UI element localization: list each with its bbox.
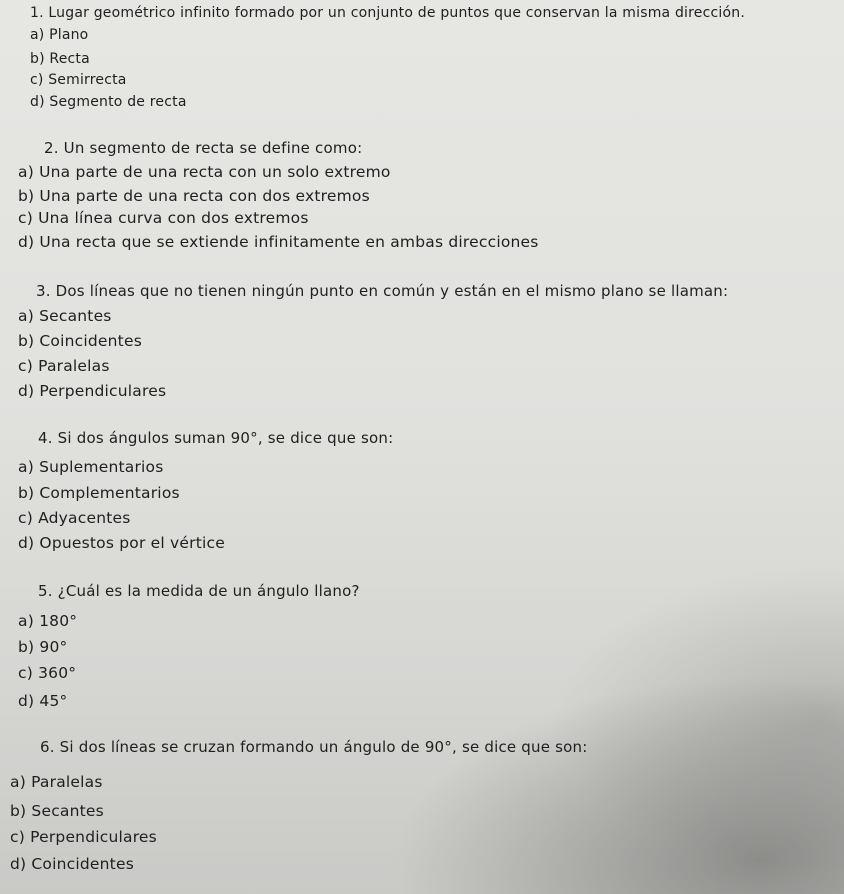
question-6-option-c: c) Perpendiculares: [10, 828, 157, 846]
question-4-option-a: a) Suplementarios: [18, 458, 164, 476]
question-6-option-a: a) Paralelas: [10, 773, 103, 791]
question-5-option-c: c) 360°: [18, 664, 77, 682]
question-1-option-b: b) Recta: [30, 51, 90, 67]
question-3-option-d: d) Perpendiculares: [18, 382, 167, 400]
question-1-text: 1. Lugar geométrico infinito formado por un conjunto de puntos que conservan la misma dirección.: [30, 5, 745, 21]
question-1-option-d: d) Segmento de recta: [30, 94, 187, 110]
question-1-option-a: a) Plano: [30, 27, 89, 43]
question-3-option-b: b) Coincidentes: [18, 332, 142, 350]
question-2-option-d: d) Una recta que se extiende infinitamente en ambas direcciones: [18, 233, 539, 251]
question-5-text: 5. ¿Cuál es la medida de un ángulo llano?: [38, 582, 360, 600]
question-4-text: 4. Si dos ángulos suman 90°, se dice que son:: [38, 429, 394, 447]
question-5-option-d: d) 45°: [18, 692, 68, 710]
question-5-option-a: a) 180°: [18, 612, 78, 630]
question-2-option-a: a) Una parte de una recta con un solo extremo: [18, 163, 391, 181]
question-3-text: 3. Dos líneas que no tienen ningún punto en común y están en el mismo plano se llaman:: [36, 282, 729, 300]
question-3-option-a: a) Secantes: [18, 307, 112, 325]
question-2-option-c: c) Una línea curva con dos extremos: [18, 209, 309, 227]
question-6-text: 6. Si dos líneas se cruzan formando un ángulo de 90°, se dice que son:: [40, 738, 588, 756]
question-4-option-b: b) Complementarios: [18, 484, 180, 502]
question-4-option-c: c) Adyacentes: [18, 509, 131, 527]
question-2-text: 2. Un segmento de recta se define como:: [44, 139, 363, 157]
question-3-option-c: c) Paralelas: [18, 357, 110, 375]
question-4-option-d: d) Opuestos por el vértice: [18, 534, 225, 552]
question-5-option-b: b) 90°: [18, 638, 68, 656]
question-6-option-d: d) Coincidentes: [10, 855, 134, 873]
question-2-option-b: b) Una parte de una recta con dos extremos: [18, 187, 370, 205]
question-1-option-c: c) Semirrecta: [30, 72, 127, 88]
question-6-option-b: b) Secantes: [10, 802, 104, 820]
